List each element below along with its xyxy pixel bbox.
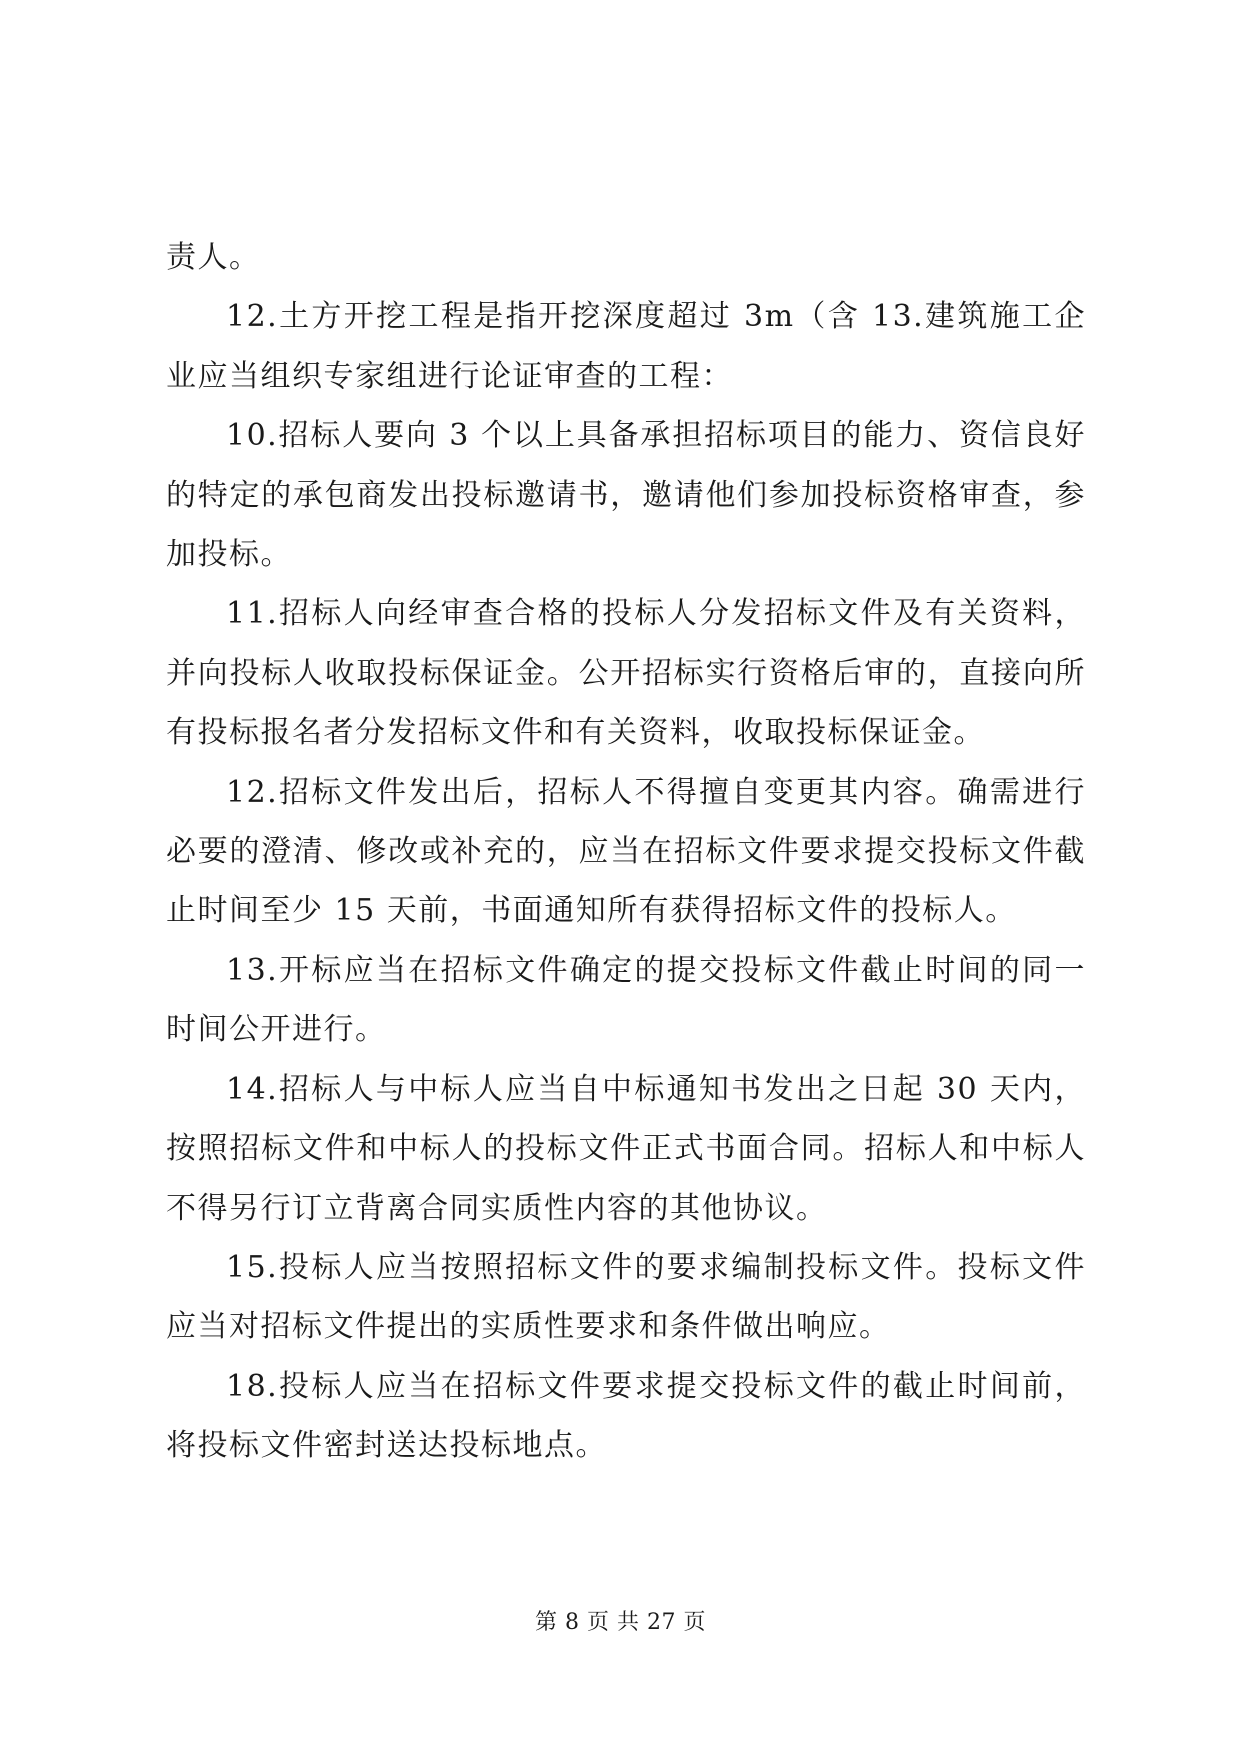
document-body (166, 228, 1086, 1476)
paragraph-item-15: 15.投标人应当按照招标文件的要求编制投标文件。投标文件应当对招标文件提出的实质性要求和条件做出响应。 (166, 1249, 1086, 1345)
paragraph-item-18: 18.投标人应当在招标文件要求提交投标文件的截止时间前，将投标文件密封送达投标地点。 (166, 1368, 1086, 1464)
paragraph-item-12: 12.招标文件发出后，招标人不得擅自变更其内容。确需进行必要的澄清、修改或补充的，应当在招标文件要求提交投标文件截止时间至少 15 天前，书面通知所有获得招标文件的投标人。 (166, 774, 1086, 929)
page-number-footer: 第 8 页 共 27 页 (535, 1610, 706, 1635)
paragraph-continuation: 责人。 (166, 240, 261, 275)
paragraph-item-11: 11.招标人向经审查合格的投标人分发招标文件及有关资料，并向投标人收取投标保证金。公开招标实行资格后审的，直接向所有投标报名者分发招标文件和有关资料，收取投标保证金。 (166, 596, 1086, 751)
paragraph-item-10: 10.招标人要向 3 个以上具备承担招标项目的能力、资信良好的特定的承包商发出投标邀请书，邀请他们参加投标资格审查，参加投标。 (166, 418, 1086, 573)
paragraph-item-12-earthwork: 12.土方开挖工程是指开挖深度超过 3m（含 13.建筑施工企业应当组织专家组进行论证审查的工程： (166, 299, 1086, 394)
paragraph-item-14: 14.招标人与中标人应当自中标通知书发出之日起 30 天内，按照招标文件和中标人的投标文件正式书面合同。招标人和中标人不得另行订立背离合同实质性内容的其他协议。 (166, 1071, 1086, 1226)
paragraph-item-13: 13.开标应当在招标文件确定的提交投标文件截止时间的同一时间公开进行。 (166, 952, 1086, 1048)
